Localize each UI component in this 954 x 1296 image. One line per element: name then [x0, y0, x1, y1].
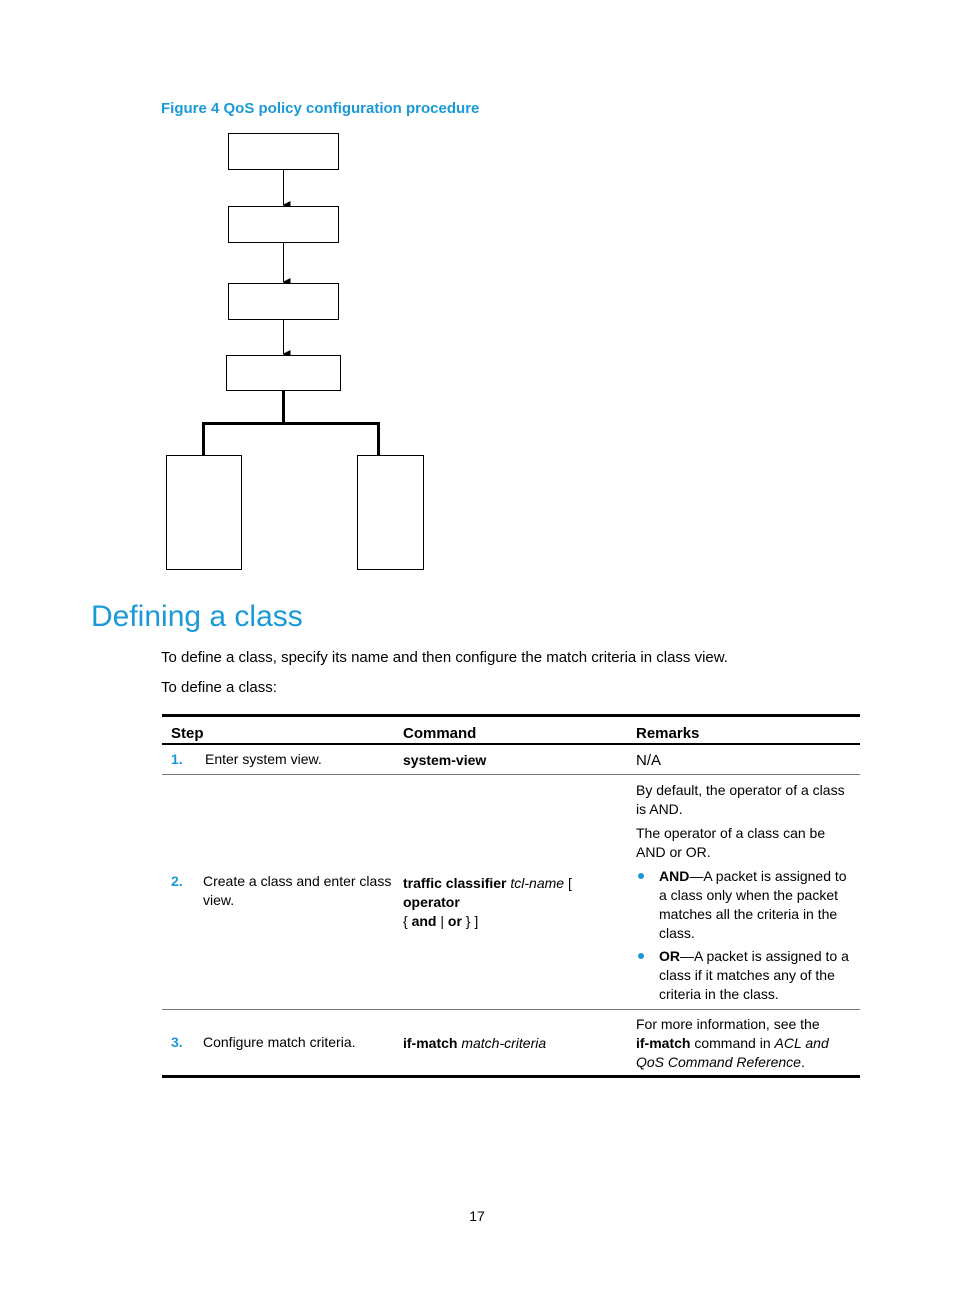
remark-line	[659, 947, 856, 966]
lead-in-paragraph: To define a class:	[161, 679, 277, 696]
intro-paragraph: To define a class, specify its name and then configure the match criteria in class view.	[161, 649, 728, 666]
command-text: system-view	[403, 752, 487, 768]
command-keyword: if-match	[403, 1035, 458, 1051]
command-bracket: [	[567, 875, 572, 891]
remark-line: AND or OR.	[636, 844, 711, 860]
remark-line: The operator of a class can be	[636, 825, 826, 841]
command-keyword: operator	[403, 894, 460, 910]
remark-bullet	[636, 867, 856, 943]
command-argument: match-criteria	[461, 1035, 547, 1051]
remark-reference: QoS Command Reference	[636, 1054, 801, 1070]
figure-caption: Figure 4 QoS policy configuration procedure	[161, 100, 480, 117]
header-rule	[162, 743, 860, 745]
remark-keyword: if-match	[636, 1035, 691, 1051]
remark-block	[636, 781, 856, 1008]
bullet-dot-icon	[638, 953, 644, 959]
remark-line: is AND.	[636, 801, 683, 817]
remark-line	[659, 867, 856, 886]
bullet-keyword: AND	[659, 868, 690, 884]
remark-block	[636, 1015, 856, 1072]
remark-line: By default, the operator of a class	[636, 782, 845, 798]
remark-line	[636, 1053, 856, 1072]
step-description-line: view.	[203, 892, 235, 908]
flowchart-box-4	[227, 356, 341, 391]
command-syntax	[403, 1034, 546, 1053]
step-description: Enter system view.	[205, 751, 322, 767]
command-keyword: and	[411, 913, 437, 929]
step-description	[203, 872, 398, 910]
section-heading: Defining a class	[91, 600, 303, 633]
command-keyword: traffic classifier	[403, 875, 507, 891]
page-number: 17	[469, 1208, 485, 1224]
remark-line: a class only when the packet	[659, 887, 838, 903]
flowchart-box-3	[229, 284, 339, 320]
table-bottom-rule	[162, 1075, 860, 1078]
command-keyword: or	[447, 913, 462, 929]
header-command: Command	[403, 725, 477, 742]
remark-paragraph	[636, 781, 856, 819]
remark-line	[636, 1034, 856, 1053]
remark-line: class if it matches any of the	[659, 967, 835, 983]
table-top-rule	[162, 714, 860, 717]
row-divider	[162, 1009, 860, 1010]
step-description: Configure match criteria.	[203, 1034, 356, 1050]
command-line	[403, 874, 631, 912]
remark-line: criteria in the class.	[659, 986, 779, 1002]
step-number: 3.	[171, 1034, 183, 1050]
command-brace: {	[403, 913, 408, 929]
step-number: 2.	[171, 873, 183, 889]
step-number: 1.	[171, 751, 183, 767]
remark-bullet	[636, 947, 856, 1004]
flowchart-box-right-branch	[358, 456, 424, 570]
command-argument: tcl-name	[510, 875, 565, 891]
bullet-text: —A packet is assigned to a	[680, 948, 849, 964]
header-step: Step	[171, 725, 204, 742]
header-remarks: Remarks	[636, 725, 700, 742]
flowchart-box-2	[229, 207, 339, 243]
row-divider	[162, 774, 860, 775]
command-separator: |	[440, 913, 444, 929]
command-line	[403, 912, 631, 931]
bullet-dot-icon	[638, 873, 644, 879]
flowchart-box-left-branch	[167, 456, 242, 570]
remark-text: N/A	[636, 752, 662, 769]
flowchart-box-1	[229, 134, 339, 170]
remark-line: class.	[659, 925, 695, 941]
remark-text: command in	[694, 1035, 771, 1051]
remark-text: .	[800, 1054, 805, 1070]
remark-reference: ACL and	[774, 1035, 829, 1051]
bullet-text: —A packet is assigned to	[689, 868, 847, 884]
remark-line: For more information, see the	[636, 1016, 820, 1032]
flowchart-diagram	[0, 0, 954, 600]
remark-line: matches all the criteria in the	[659, 906, 838, 922]
step-description-line: Create a class and enter class	[203, 873, 392, 889]
remark-paragraph	[636, 824, 856, 862]
command-bracket: } ]	[465, 913, 479, 929]
bullet-keyword: OR	[659, 948, 680, 964]
command-syntax	[403, 874, 631, 931]
flowchart-branch-connector	[204, 391, 379, 455]
